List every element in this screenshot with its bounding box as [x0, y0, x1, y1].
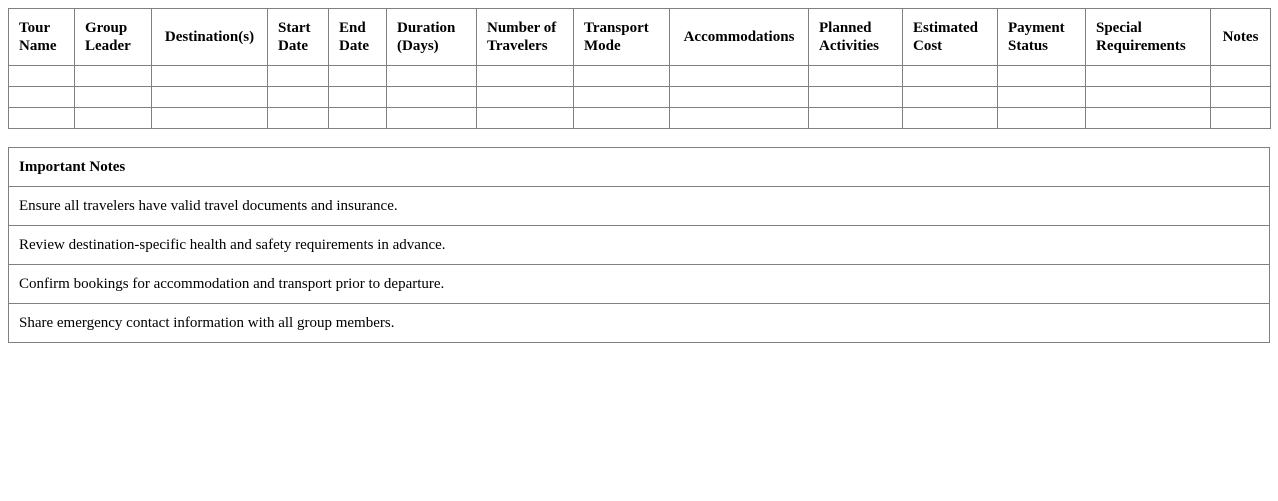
column-header-estimated-cost: Estimated Cost [903, 9, 998, 66]
note-row [9, 226, 1270, 265]
table-cell [75, 108, 152, 129]
table-cell [268, 108, 329, 129]
note-row [9, 304, 1270, 343]
table-cell [903, 108, 998, 129]
table-cell [1211, 87, 1271, 108]
column-header-start-date: Start Date [268, 9, 329, 66]
table-cell [329, 87, 387, 108]
table-row [9, 66, 1271, 87]
table-cell [152, 66, 268, 87]
table-cell [574, 87, 670, 108]
table-cell [268, 66, 329, 87]
table-cell [670, 66, 809, 87]
table-cell [152, 108, 268, 129]
table-row [9, 108, 1271, 129]
table-cell [670, 87, 809, 108]
table-cell [387, 108, 477, 129]
table-cell [809, 87, 903, 108]
column-header-payment-status: Payment Status [998, 9, 1086, 66]
note-item: Ensure all travelers have valid travel documents and insurance. [9, 187, 1270, 226]
table-cell [903, 66, 998, 87]
table-cell [903, 87, 998, 108]
note-item: Review destination-specific health and safety requirements in advance. [9, 226, 1270, 265]
table-cell [75, 87, 152, 108]
table-cell [268, 87, 329, 108]
table-cell [477, 87, 574, 108]
column-header-special-requirements: Special Requirements [1086, 9, 1211, 66]
table-cell [329, 66, 387, 87]
table-cell [809, 66, 903, 87]
column-header-end-date: End Date [329, 9, 387, 66]
table-cell [9, 87, 75, 108]
table-cell [477, 108, 574, 129]
tour-planning-table [8, 8, 1271, 129]
column-header-duration-days: Duration (Days) [387, 9, 477, 66]
table-cell [152, 87, 268, 108]
column-header-number-of-travelers: Number of Travelers [477, 9, 574, 66]
column-header-transport-mode: Transport Mode [574, 9, 670, 66]
column-header-planned-activities: Planned Activities [809, 9, 903, 66]
table-cell [387, 87, 477, 108]
column-header-group-leader: Group Leader [75, 9, 152, 66]
column-header-notes: Notes [1211, 9, 1271, 66]
column-header-destinations: Destination(s) [152, 9, 268, 66]
column-header-tour-name: Tour Name [9, 9, 75, 66]
note-item: Confirm bookings for accommodation and transport prior to departure. [9, 265, 1270, 304]
table-cell [387, 66, 477, 87]
table-cell [1086, 66, 1211, 87]
table-row [9, 87, 1271, 108]
table-cell [574, 108, 670, 129]
table-cell [574, 66, 670, 87]
table-cell [9, 66, 75, 87]
table-cell [1211, 108, 1271, 129]
table-cell [477, 66, 574, 87]
note-item: Share emergency contact information with all group members. [9, 304, 1270, 343]
important-notes-title: Important Notes [9, 148, 1270, 187]
table-cell [998, 66, 1086, 87]
important-notes-table [8, 147, 1270, 343]
table-cell [809, 108, 903, 129]
table-cell [75, 66, 152, 87]
notes-header-row [9, 148, 1270, 187]
table-cell [1086, 108, 1211, 129]
table-cell [998, 87, 1086, 108]
table-cell [670, 108, 809, 129]
note-row [9, 265, 1270, 304]
note-row [9, 187, 1270, 226]
table-cell [1086, 87, 1211, 108]
table-cell [1211, 66, 1271, 87]
table-cell [329, 108, 387, 129]
column-header-accommodations: Accommodations [670, 9, 809, 66]
table-cell [9, 108, 75, 129]
table-cell [998, 108, 1086, 129]
table-header-row [9, 9, 1271, 66]
